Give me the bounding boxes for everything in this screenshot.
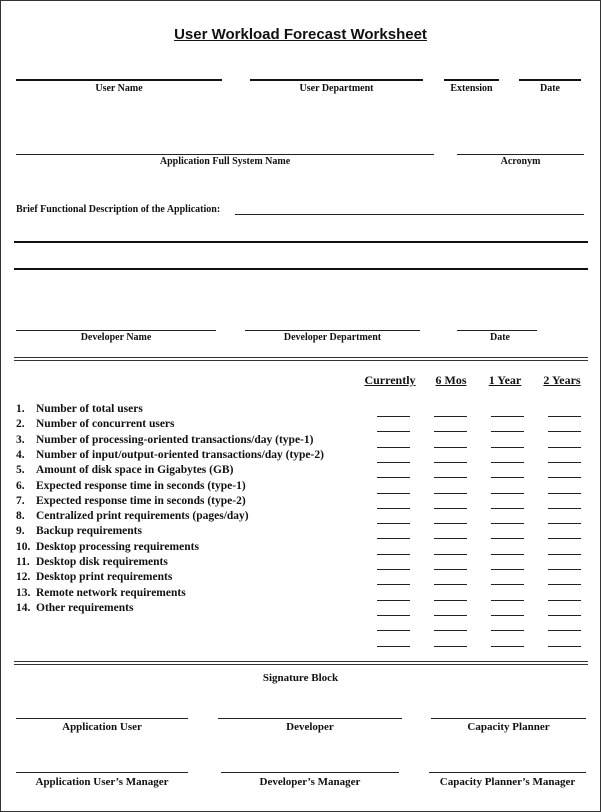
item-text: Remote network requirements xyxy=(36,586,186,599)
answer-field-1-year[interactable] xyxy=(491,538,524,539)
developer-manager-signature-field[interactable] xyxy=(221,772,399,773)
app-user-manager-label: Application User’s Manager xyxy=(35,776,169,788)
answer-field-6-mos[interactable] xyxy=(434,646,467,647)
item-text: Desktop print requirements xyxy=(36,571,173,584)
capacity-planner-signature-field[interactable] xyxy=(431,718,586,719)
item-number: 2. xyxy=(16,418,25,431)
answer-field-currently[interactable] xyxy=(377,600,410,601)
requirement-item xyxy=(16,418,175,430)
developer-date-label: Date xyxy=(490,332,510,343)
requirement-item xyxy=(16,541,199,553)
item-number: 12. xyxy=(16,571,31,584)
item-text: Other requirements xyxy=(36,601,134,614)
item-number: 3. xyxy=(16,433,25,446)
requirement-item xyxy=(16,510,249,522)
item-number: 14. xyxy=(16,601,31,614)
requirement-item xyxy=(16,556,168,568)
date-label: Date xyxy=(540,83,560,94)
item-text: Expected response time in seconds (type-1) xyxy=(36,479,246,492)
answer-field-currently[interactable] xyxy=(377,493,410,494)
app-user-signature-field[interactable] xyxy=(16,718,188,719)
answer-field-2-years[interactable] xyxy=(548,523,581,524)
item-number: 13. xyxy=(16,586,31,599)
item-text: Backup requirements xyxy=(36,525,142,538)
description-line-2[interactable] xyxy=(14,241,588,243)
answer-field-6-mos[interactable] xyxy=(434,554,467,555)
user-department-label: User Department xyxy=(299,83,374,94)
item-number: 6. xyxy=(16,479,25,492)
answer-field-6-mos[interactable] xyxy=(434,416,467,417)
answer-field-1-year[interactable] xyxy=(491,477,524,478)
item-text: Number of input/output-oriented transactions/day (type-2) xyxy=(36,448,324,461)
answer-field-2-years[interactable] xyxy=(548,477,581,478)
answer-field-6-mos[interactable] xyxy=(434,569,467,570)
page-title: User Workload Forecast Worksheet xyxy=(174,26,427,43)
answer-field-6-mos[interactable] xyxy=(434,538,467,539)
acronym-label: Acronym xyxy=(500,156,541,167)
capacity-planner-manager-label: Capacity Planner’s Manager xyxy=(439,776,576,788)
developer-label: Developer xyxy=(286,721,334,733)
answer-field-6-mos[interactable] xyxy=(434,508,467,509)
item-text: Number of total users xyxy=(36,403,143,415)
answer-field-2-years[interactable] xyxy=(548,416,581,417)
answer-field-2-years[interactable] xyxy=(548,615,581,616)
answer-field-6-mos[interactable] xyxy=(434,447,467,448)
developer-name-field[interactable] xyxy=(16,330,216,331)
developer-department-label: Developer Department xyxy=(283,332,382,343)
developer-manager-label: Developer’s Manager xyxy=(259,776,361,788)
answer-field-6-mos[interactable] xyxy=(434,493,467,494)
answer-field-currently[interactable] xyxy=(377,569,410,570)
answer-field-1-year[interactable] xyxy=(491,569,524,570)
item-text: Desktop disk requirements xyxy=(36,556,168,568)
answer-field-1-year[interactable] xyxy=(491,630,524,631)
item-number: 10. xyxy=(16,540,31,553)
app-user-label: Application User xyxy=(62,721,142,733)
extension-label: Extension xyxy=(450,83,493,94)
answer-field-1-year[interactable] xyxy=(491,431,524,432)
answer-field-2-years[interactable] xyxy=(548,646,581,647)
answer-field-1-year[interactable] xyxy=(491,523,524,524)
answer-field-currently[interactable] xyxy=(377,416,410,417)
capacity-planner-manager-signature-field[interactable] xyxy=(429,772,586,773)
requirement-item xyxy=(16,587,186,599)
answer-field-2-years[interactable] xyxy=(548,554,581,555)
user-name-field[interactable] xyxy=(16,79,222,81)
requirement-item xyxy=(16,495,246,507)
answer-field-2-years[interactable] xyxy=(548,538,581,539)
requirement-item xyxy=(16,434,313,446)
item-text: Desktop processing requirements xyxy=(36,540,199,553)
answer-field-6-mos[interactable] xyxy=(434,630,467,631)
column-currently: Currently xyxy=(364,373,416,387)
answer-field-1-year[interactable] xyxy=(491,508,524,509)
description-label: Brief Functional Description of the Application: xyxy=(16,204,221,215)
date-field[interactable] xyxy=(519,79,581,81)
answer-field-2-years[interactable] xyxy=(548,431,581,432)
requirement-item xyxy=(16,464,233,476)
answer-field-currently[interactable] xyxy=(377,538,410,539)
item-number: 9. xyxy=(16,525,25,538)
answer-field-1-year[interactable] xyxy=(491,493,524,494)
signature-heading: Signature Block xyxy=(262,672,339,684)
requirement-item xyxy=(16,403,143,415)
developer-date-field[interactable] xyxy=(457,330,537,331)
acronym-field[interactable] xyxy=(457,154,584,155)
answer-field-1-year[interactable] xyxy=(491,600,524,601)
answer-field-6-mos[interactable] xyxy=(434,462,467,463)
answer-field-currently[interactable] xyxy=(377,508,410,509)
answer-field-currently[interactable] xyxy=(377,462,410,463)
item-number: 7. xyxy=(16,494,25,507)
item-text: Number of concurrent users xyxy=(36,418,175,431)
column-1-year: 1 Year xyxy=(488,373,522,387)
requirement-item xyxy=(16,602,133,614)
answer-field-2-years[interactable] xyxy=(548,493,581,494)
answer-field-currently[interactable] xyxy=(377,646,410,647)
answer-field-1-year[interactable] xyxy=(491,615,524,616)
item-text: Number of processing-oriented transactions/day (type-1) xyxy=(36,433,314,446)
answer-field-2-years[interactable] xyxy=(548,447,581,448)
developer-department-field[interactable] xyxy=(245,330,420,331)
item-text: Expected response time in seconds (type-2) xyxy=(36,494,246,507)
answer-field-currently[interactable] xyxy=(377,431,410,432)
user-department-field[interactable] xyxy=(250,79,423,81)
answer-field-2-years[interactable] xyxy=(548,508,581,509)
item-text: Centralized print requirements (pages/day) xyxy=(36,510,249,523)
item-number: 11. xyxy=(16,556,30,568)
column-2-years: 2 Years xyxy=(543,373,581,387)
answer-field-1-year[interactable] xyxy=(491,416,524,417)
capacity-planner-label: Capacity Planner xyxy=(467,721,550,733)
item-number: 8. xyxy=(16,510,25,523)
answer-field-1-year[interactable] xyxy=(491,462,524,463)
item-number: 5. xyxy=(16,464,25,477)
answer-field-1-year[interactable] xyxy=(491,646,524,647)
answer-field-currently[interactable] xyxy=(377,447,410,448)
description-line-3[interactable] xyxy=(14,268,588,270)
answer-field-6-mos[interactable] xyxy=(434,600,467,601)
answer-field-6-mos[interactable] xyxy=(434,523,467,524)
section-divider xyxy=(14,357,588,361)
section-divider xyxy=(14,661,588,665)
item-number: 1. xyxy=(16,403,25,415)
extension-field[interactable] xyxy=(444,79,499,81)
requirement-item xyxy=(16,480,246,492)
answer-field-6-mos[interactable] xyxy=(434,477,467,478)
user-name-label: User Name xyxy=(95,83,143,94)
answer-field-2-years[interactable] xyxy=(548,462,581,463)
developer-name-label: Developer Name xyxy=(80,332,152,343)
requirement-item xyxy=(16,571,172,583)
answer-field-1-year[interactable] xyxy=(491,554,524,555)
answer-field-2-years[interactable] xyxy=(548,584,581,585)
answer-field-2-years[interactable] xyxy=(548,600,581,601)
item-text: Amount of disk space in Gigabytes (GB) xyxy=(36,464,234,477)
answer-field-2-years[interactable] xyxy=(548,630,581,631)
column-6-mos: 6 Mos xyxy=(435,373,467,387)
answer-field-2-years[interactable] xyxy=(548,569,581,570)
app-user-manager-signature-field[interactable] xyxy=(16,772,188,773)
answer-field-currently[interactable] xyxy=(377,477,410,478)
answer-field-1-year[interactable] xyxy=(491,584,524,585)
answer-field-currently[interactable] xyxy=(377,615,410,616)
answer-field-currently[interactable] xyxy=(377,523,410,524)
developer-signature-field[interactable] xyxy=(218,718,402,719)
app-name-label: Application Full System Name xyxy=(159,156,291,167)
answer-field-currently[interactable] xyxy=(377,584,410,585)
answer-field-6-mos[interactable] xyxy=(434,584,467,585)
item-number: 4. xyxy=(16,448,25,461)
answer-field-currently[interactable] xyxy=(377,554,410,555)
requirement-item xyxy=(16,449,324,461)
answer-field-6-mos[interactable] xyxy=(434,431,467,432)
requirement-item xyxy=(16,525,142,537)
description-field[interactable] xyxy=(235,214,584,215)
answer-field-6-mos[interactable] xyxy=(434,615,467,616)
answer-field-1-year[interactable] xyxy=(491,447,524,448)
app-name-field[interactable] xyxy=(16,154,434,155)
answer-field-currently[interactable] xyxy=(377,630,410,631)
